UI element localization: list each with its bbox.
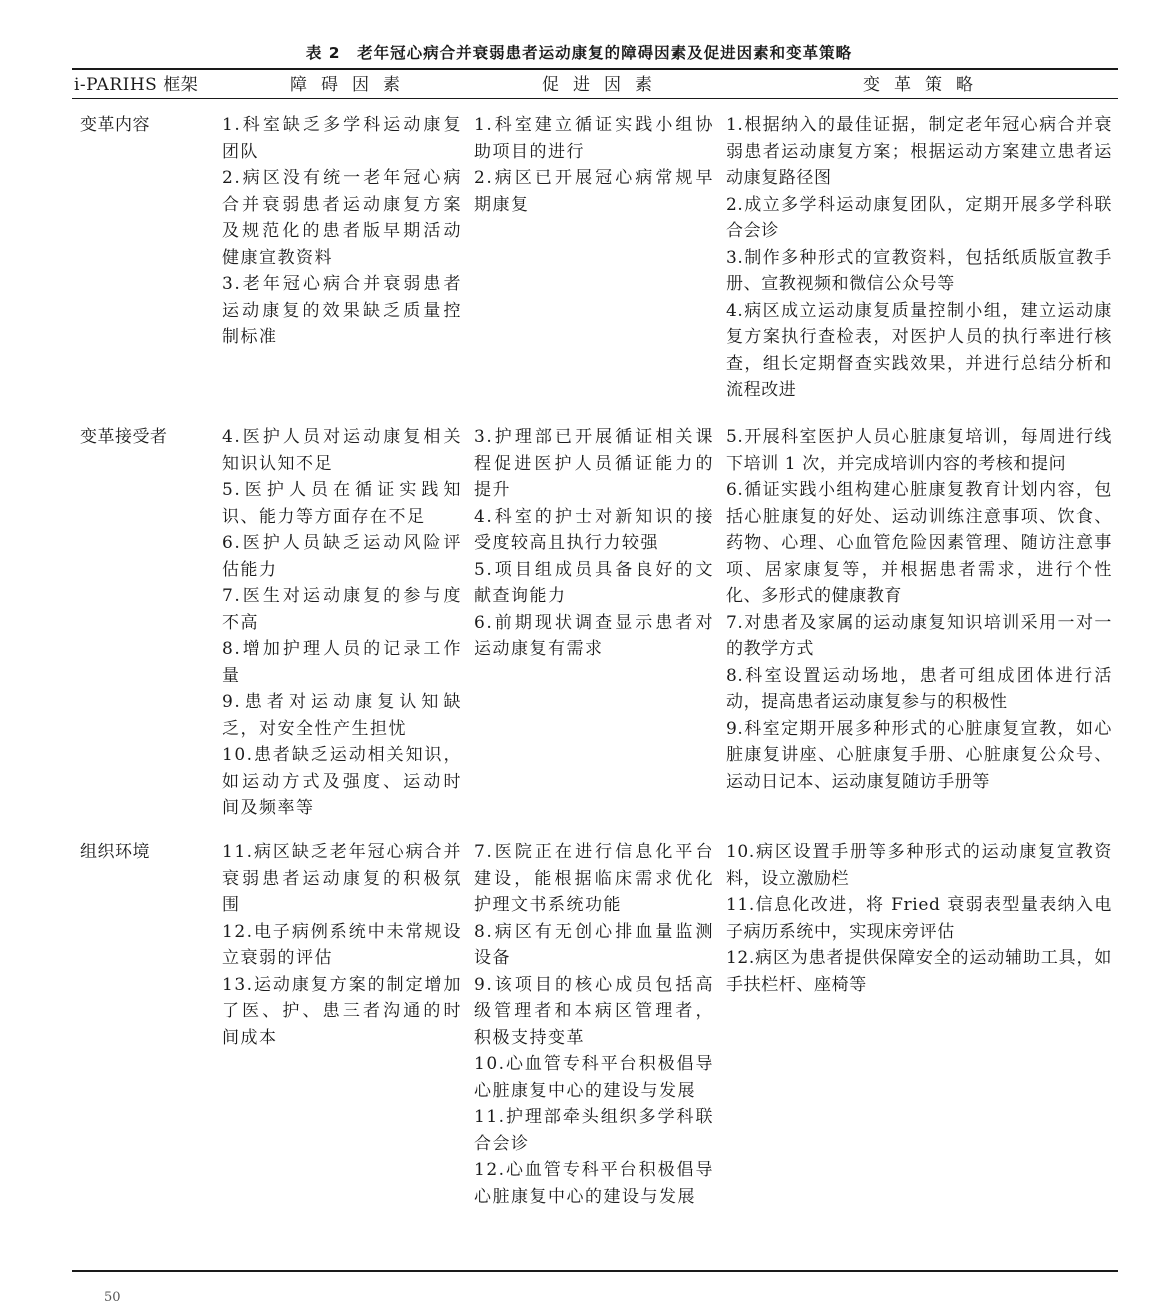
facilitators-cell xyxy=(474,839,714,1210)
barrier-item: 3.老年冠心病合并衰弱患者运动康复的效果缺乏质量控制标准 xyxy=(222,274,462,347)
strategy-item: 10.病区设置手册等多种形式的运动康复宣教资料，设立激励栏 xyxy=(726,842,1112,889)
facilitators-cell xyxy=(474,424,714,663)
strategy-item: 2.成立多学科运动康复团队，定期开展多学科联合会诊 xyxy=(726,194,1112,241)
facilitator-item: 11.护理部牵头组织多学科联合会诊 xyxy=(474,1107,714,1154)
barrier-item: 9.患者对运动康复认知缺乏，对安全性产生担忧 xyxy=(222,692,462,739)
facilitator-item: 6.前期现状调查显示患者对运动康复有需求 xyxy=(474,612,714,659)
row-label: 组织环境 xyxy=(80,842,150,862)
barriers-cell xyxy=(222,424,462,822)
barriers-cell xyxy=(222,839,462,1051)
table-top-rule xyxy=(72,68,1118,70)
table-bottom-rule xyxy=(72,1270,1118,1272)
strategies-cell xyxy=(726,112,1112,404)
barrier-item: 7.医生对运动康复的参与度不高 xyxy=(222,586,462,633)
strategy-item: 12.病区为患者提供保障安全的运动辅助工具，如手扶栏杆、座椅等 xyxy=(726,948,1112,995)
table-title: 表 2 老年冠心病合并衰弱患者运动康复的障碍因素及促进因素和变革策略 xyxy=(305,44,853,62)
strategies-cell xyxy=(726,839,1112,998)
strategy-item: 1.根据纳入的最佳证据，制定老年冠心病合并衰弱患者运动康复方案；根据运动方案建立患者运动康复路径图 xyxy=(726,115,1112,188)
facilitator-item: 5.项目组成员具备良好的文献查询能力 xyxy=(474,559,714,606)
strategy-item: 3.制作多种形式的宣教资料，包括纸质版宣教手册、宣教视频和微信公众号等 xyxy=(726,247,1112,294)
strategy-item: 9.科室定期开展多种形式的心脏康复宣教，如心脏康复讲座、心脏康复手册、心脏康复公众号、运动日记本、运动康复随访手册等 xyxy=(726,718,1112,792)
strategy-item: 6.循证实践小组构建心脏康复教育计划内容，包括心脏康复的好处、运动训练注意事项、饮食、药物、心理、心血管危险因素管理、随访注意事项、居家康复等，并根据患者需求，进行个性化、多形式的健康教育 xyxy=(726,480,1112,606)
row-label: 变革内容 xyxy=(80,115,150,135)
barrier-item: 4.医护人员对运动康复相关知识认知不足 xyxy=(222,427,462,474)
barrier-item: 10.患者缺乏运动相关知识，如运动方式及强度、运动时间及频率等 xyxy=(222,745,462,818)
barrier-item: 8.增加护理人员的记录工作量 xyxy=(222,639,462,686)
facilitator-item: 3.护理部已开展循证相关课程促进医护人员循证能力的提升 xyxy=(474,427,714,500)
strategies-cell xyxy=(726,424,1112,795)
barrier-item: 11.病区缺乏老年冠心病合并衰弱患者运动康复的积极氛围 xyxy=(222,842,462,915)
barrier-item: 12.电子病例系统中未常规设立衰弱的评估 xyxy=(222,921,462,968)
facilitators-cell xyxy=(474,112,714,218)
facilitator-item: 1.科室建立循证实践小组协助项目的进行 xyxy=(474,115,714,162)
barrier-item: 5.医护人员在循证实践知识、能力等方面存在不足 xyxy=(222,480,462,527)
facilitator-item: 12.心血管专科平台积极倡导心脏康复中心的建设与发展 xyxy=(474,1160,714,1207)
barrier-item: 2.病区没有统一老年冠心病合并衰弱患者运动康复方案及规范化的患者版早期活动健康宣教资料 xyxy=(222,168,462,268)
strategy-item: 4.病区成立运动康复质量控制小组，建立运动康复方案执行查检表，对医护人员的执行率进行核查，组长定期督查实践效果，并进行总结分析和流程改进 xyxy=(726,300,1112,400)
barrier-item: 13.运动康复方案的制定增加了医、护、患三者沟通的时间成本 xyxy=(222,974,462,1048)
strategy-item: 5.开展科室医护人员心脏康复培训，每周进行线下培训 1 次，并完成培训内容的考核和提问 xyxy=(726,427,1112,474)
page-number: 50 xyxy=(104,1290,121,1305)
facilitator-item: 8.病区有无创心排血量监测设备 xyxy=(474,921,714,968)
facilitator-item: 10.心血管专科平台积极倡导心脏康复中心的建设与发展 xyxy=(474,1054,714,1101)
header-strategies: 变革策略 xyxy=(863,75,987,95)
header-facilitators: 促进因素 xyxy=(542,75,666,95)
row-label: 变革接受者 xyxy=(80,427,168,447)
facilitator-item: 2.病区已开展冠心病常规早期康复 xyxy=(474,168,714,215)
facilitator-item: 4.科室的护士对新知识的接受度较高且执行力较强 xyxy=(474,506,714,553)
barrier-item: 6.医护人员缺乏运动风险评估能力 xyxy=(222,533,462,580)
strategy-item: 11.信息化改进，将 Fried 衰弱表型量表纳入电子病历系统中，实现床旁评估 xyxy=(726,895,1112,942)
header-framework: i-PARIHS 框架 xyxy=(74,75,199,95)
facilitator-item: 9.该项目的核心成员包括高级管理者和本病区管理者，积极支持变革 xyxy=(474,974,714,1048)
table-header-rule xyxy=(72,98,1118,99)
strategy-item: 8.科室设置运动场地，患者可组成团体进行活动，提高患者运动康复参与的积极性 xyxy=(726,665,1112,712)
header-barriers: 障碍因素 xyxy=(290,75,414,95)
barrier-item: 1.科室缺乏多学科运动康复团队 xyxy=(222,115,462,162)
facilitator-item: 7.医院正在进行信息化平台建设，能根据临床需求优化护理文书系统功能 xyxy=(474,842,714,915)
barriers-cell xyxy=(222,112,462,351)
strategy-item: 7.对患者及家属的运动康复知识培训采用一对一的教学方式 xyxy=(726,612,1112,659)
